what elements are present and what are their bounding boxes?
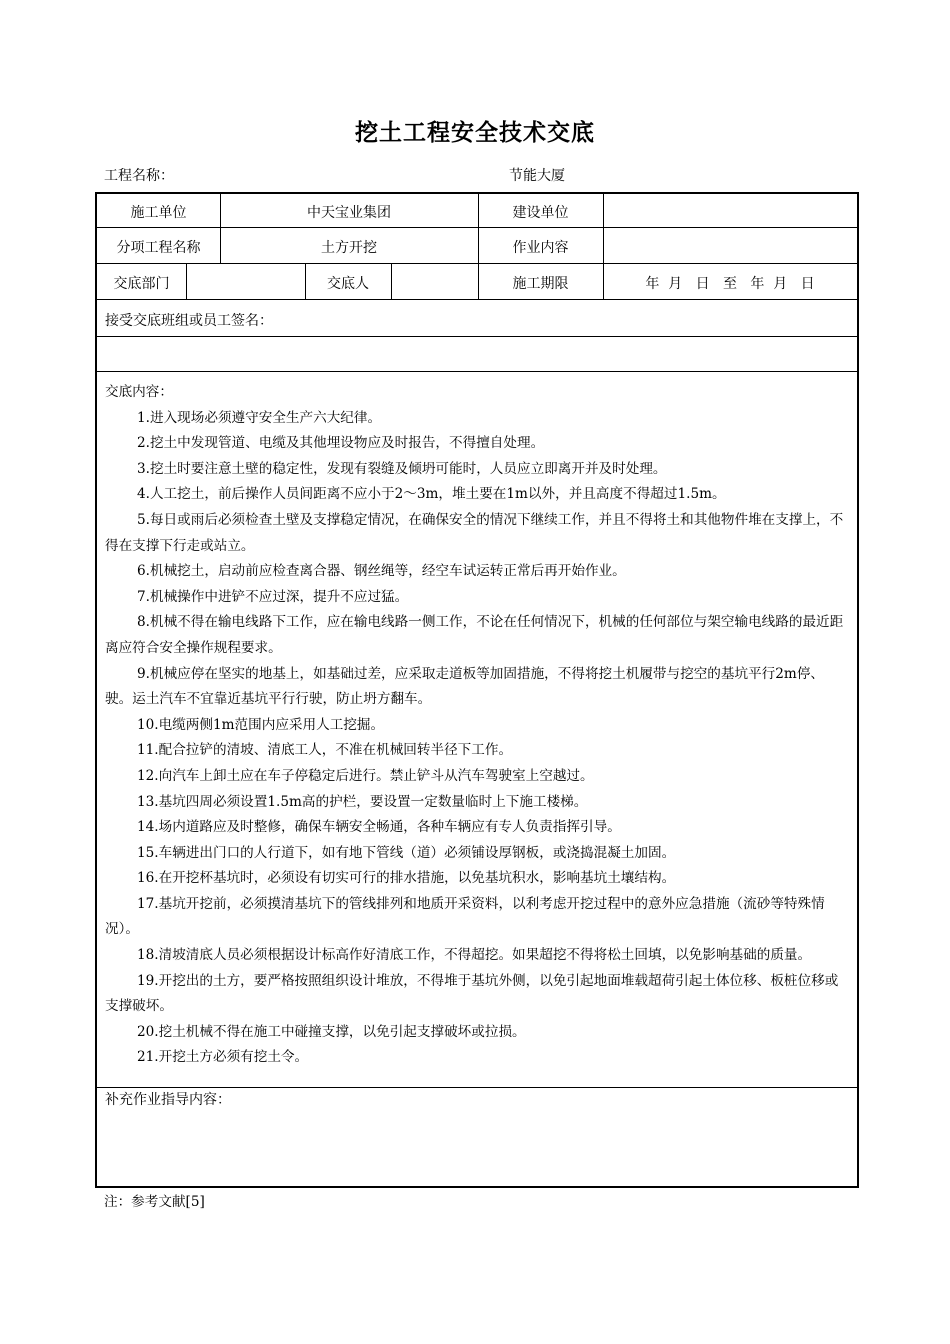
period-value: 年 月 日 至 年 月 日 <box>645 276 815 292</box>
content-item-21: 21.开挖土方必须有挖土令。 <box>137 1049 309 1066</box>
content-item-17: 17.基坑开挖前，必须摸清基坑下的管线排列和地质开采资料，以利考虑开挖过程中的意外应急措施（流砂等特殊情况）。 <box>105 895 825 938</box>
content-item-10: 10.电缆两侧1m范围内应采用人工挖掘。 <box>137 716 385 733</box>
content-item-8: 8.机械不得在输电线路下工作，应在输电线路一侧工作，不论在任何情况下，机械的任何部位与架空输电线路的最近距离应符合安全操作规程要求。 <box>105 614 844 656</box>
owner-unit-label: 建设单位 <box>512 205 569 221</box>
project-name-label: 工程名称： <box>104 168 174 184</box>
dept-label: 交底部门 <box>113 276 170 292</box>
content-item-20: 20.挖土机械不得在施工中碰撞支撑，以免引起支撑破坏或拉损。 <box>137 1023 526 1040</box>
content-item-7: 7.机械操作中进铲不应过深，提升不应过猛。 <box>137 588 409 605</box>
row-divider <box>97 1087 857 1088</box>
sub-project-value: 土方开挖 <box>321 240 377 256</box>
disclosure-form <box>95 192 859 1188</box>
content-item-15: 15.车辆进出门口的人行道下，如有地下管线（道）必须铺设厚钢板，或浇捣混凝土加固。 <box>137 844 676 861</box>
content-item-16: 16.在开挖杯基坑时，必须设有切实可行的排水措施，以免基坑积水，影响基坑土壤结构。 <box>137 870 676 887</box>
content-item-5: 5.每日或雨后必须检查土壁及支撑稳定情况，在确保安全的情况下继续工作，并且不得将土和其他物件堆在支撑上，不得在支撑下行走或站立。 <box>105 511 844 554</box>
content-item-9: 9.机械应停在坚实的地基上，如基础过差，应采取走道板等加固措施，不得将挖土机履带与挖空的基坑平行2m停、驶。运土汽车不宜靠近基坑平行行驶，防止坍方翻车。 <box>105 665 825 708</box>
content-item-18: 18.清坡清底人员必须根据设计标高作好清底工作，不得超挖。如果超挖不得将松土回填，以免影响基础的质量。 <box>137 947 812 964</box>
content-item-4: 4.人工挖土，前后操作人员间距离不应小于2～3m，堆土要在1m以外，并且高度不得超过1.5m。 <box>137 486 726 503</box>
supplement-label: 补充作业指导内容： <box>105 1092 231 1108</box>
content-item-1: 1.进入现场必须遵守安全生产六大纪律。 <box>137 409 382 426</box>
content-label: 交底内容： <box>105 384 173 400</box>
project-name-value: 节能大厦 <box>509 168 565 184</box>
row-divider <box>97 299 857 300</box>
content-item-19: 19.开挖出的土方，要严格按照组织设计堆放，不得堆于基坑外侧，以免引起地面堆载超荷引起土体位移、板桩位移或支撑破坏。 <box>105 972 839 1015</box>
col-divider <box>186 263 187 299</box>
col-divider <box>391 263 392 299</box>
row-divider <box>97 371 857 372</box>
content-item-3: 3.挖土时要注意土壁的稳定性，发现有裂缝及倾坍可能时，人员应立即离开并及时处理。 <box>137 460 667 477</box>
disclosure-content <box>105 380 845 1071</box>
period-label: 施工期限 <box>512 276 569 292</box>
document-title: 挖土工程安全技术交底 <box>355 120 595 146</box>
work-content-label: 作业内容 <box>512 240 569 256</box>
row-divider <box>97 263 857 264</box>
construction-unit-value: 中天宝业集团 <box>307 205 391 221</box>
row-divider <box>97 336 857 337</box>
content-item-6: 6.机械挖土，启动前应检查离合器、钢丝绳等，经空车试运转正常后再开始作业。 <box>137 563 626 580</box>
content-item-13: 13.基坑四周必须设置1.5m高的护栏，要设置一定数量临时上下施工楼梯。 <box>137 793 588 810</box>
discloser-label: 交底人 <box>327 276 369 292</box>
row-divider <box>97 227 857 228</box>
sign-label: 接受交底班组或员工签名： <box>105 313 273 329</box>
footnote: 注：参考文献[5] <box>104 1194 205 1210</box>
content-item-14: 14.场内道路应及时整修，确保车辆安全畅通，各种车辆应有专人负责指挥引导。 <box>137 819 621 836</box>
content-item-12: 12.向汽车上卸土应在车子停稳定后进行。禁止铲斗从汽车驾驶室上空越过。 <box>137 767 594 784</box>
content-item-2: 2.挖土中发现管道、电缆及其他埋设物应及时报告，不得擅自处理。 <box>137 435 545 452</box>
content-item-11: 11.配合拉铲的清坡、清底工人，不准在机械回转半径下工作。 <box>137 742 513 759</box>
sub-project-label: 分项工程名称 <box>116 240 201 256</box>
construction-unit-label: 施工单位 <box>130 205 187 221</box>
